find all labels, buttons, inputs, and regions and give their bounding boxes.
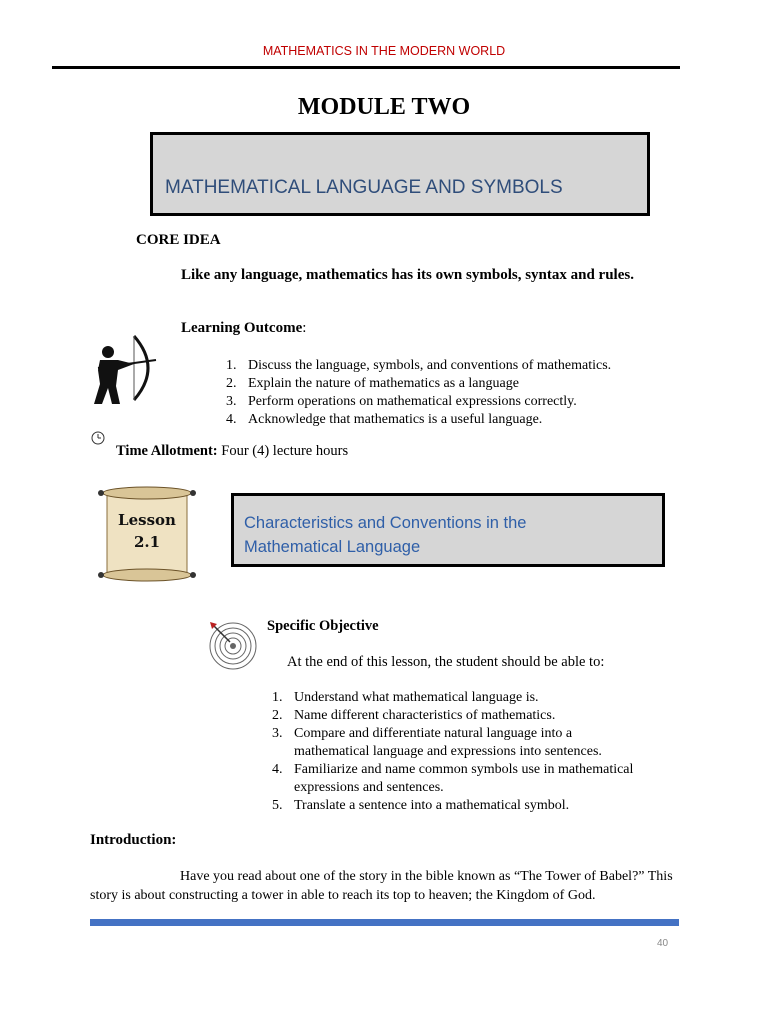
archer-icon <box>90 330 160 411</box>
list-item: 1. Discuss the language, symbols, and conventions of mathematics. <box>226 358 612 373</box>
list-item: 4. Familiarize and name common symbols use in mathematical expressions and sentences. <box>272 762 634 795</box>
list-item: 5. Translate a sentence into a mathematical symbol. <box>272 798 570 813</box>
page-number: 40 <box>657 938 669 949</box>
lesson-badge-number: 2.1 <box>133 533 161 551</box>
target-icon <box>208 620 258 675</box>
lesson-title-line2: Mathematical Language <box>244 538 421 556</box>
core-idea-heading: CORE IDEA <box>136 232 221 248</box>
lesson-badge-label: Lesson <box>118 511 176 529</box>
list-item: 3. Perform operations on mathematical expressions correctly. <box>226 394 577 409</box>
lesson-title-box <box>231 493 665 567</box>
list-item: 2. Explain the nature of mathematics as a language <box>226 376 519 391</box>
footer-bar <box>90 919 679 926</box>
specific-objective-heading: Specific Objective <box>267 618 379 634</box>
lesson-scroll-icon <box>95 483 200 592</box>
header-rule <box>52 66 680 69</box>
introduction-heading: Introduction: <box>90 832 177 848</box>
specific-objective-intro: At the end of this lesson, the student should be able to: <box>287 654 605 670</box>
time-allotment: Time Allotment: Four (4) lecture hours <box>116 443 349 459</box>
module-subtitle: MATHEMATICAL LANGUAGE AND SYMBOLS <box>165 177 563 198</box>
list-item: 1. Understand what mathematical language is. <box>272 690 539 705</box>
clock-icon <box>91 431 105 450</box>
list-item: 3. Compare and differentiate natural language into a mathematical language and expressions into sentences. <box>272 726 602 759</box>
introduction-paragraph: Have you read about one of the story in the bible known as “The Tower of Babel?” This story is about constructing a tower in able to reach its top to heaven; the Kingdom of God. <box>90 869 673 903</box>
learning-outcome-list <box>226 357 611 429</box>
specific-objective-list <box>272 689 672 815</box>
core-idea-text: Like any language, mathematics has its own symbols, syntax and rules. <box>181 267 634 283</box>
list-item: 2. Name different characteristics of mathematics. <box>272 708 556 723</box>
module-subtitle-box <box>150 132 650 216</box>
lesson-title-line1: Characteristics and Conventions in the <box>244 514 527 532</box>
learning-outcome-heading: Learning Outcome: <box>181 320 307 336</box>
running-header: MATHEMATICS IN THE MODERN WORLD <box>262 44 506 58</box>
list-item: 4. Acknowledge that mathematics is a useful language. <box>226 412 543 427</box>
module-title: MODULE TWO <box>297 94 471 120</box>
